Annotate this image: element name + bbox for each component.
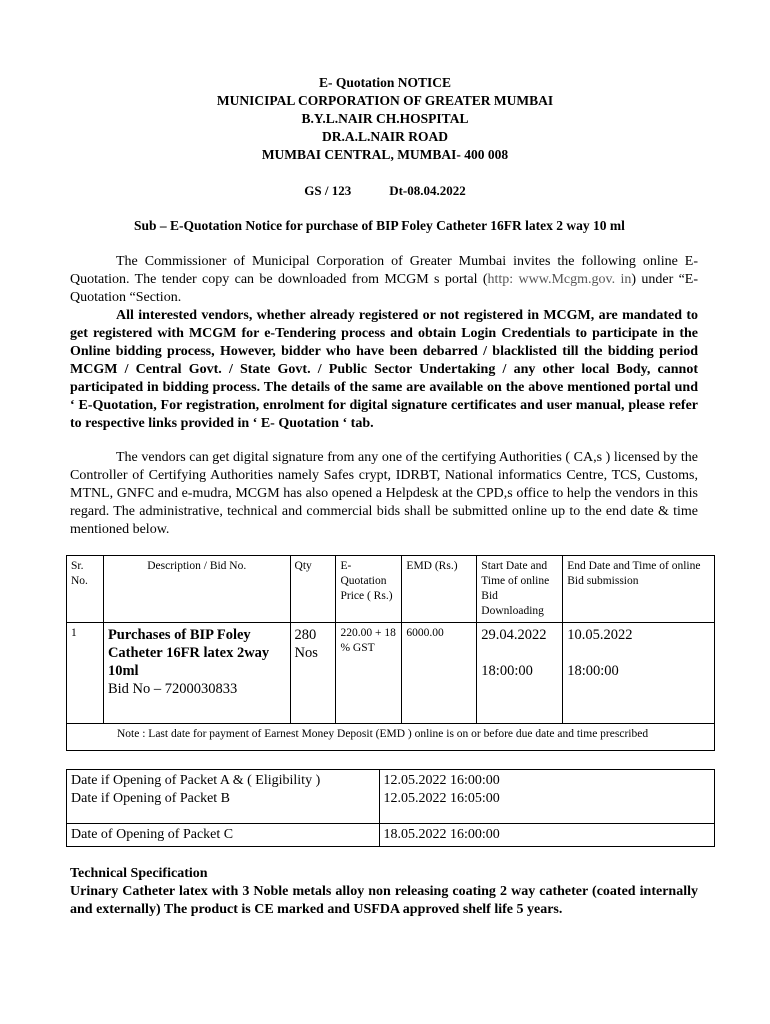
table-row [67,824,715,847]
packet-c-date: 18.05.2022 16:00:00 [379,824,714,847]
row-price: 220.00 + 18 % GST [336,623,402,724]
notice-title: E- Quotation NOTICE [318,75,452,90]
hospital-name: B.Y.L.NAIR CH.HOSPITAL [301,111,469,126]
bid-table [66,555,715,751]
table-row [67,623,715,724]
end-time: 18:00:00 [567,663,619,679]
subject-line: Sub – E-Quotation Notice for purchase of BIP Foley Catheter 16FR latex 2 way 10 ml [134,218,625,233]
row-emd: 6000.00 [402,623,477,724]
row-start [477,623,563,724]
packet-ab-dates: 12.05.2022 16:00:00 12.05.2022 16:05:00 [379,770,714,824]
start-header: Start Date and Time of online Bid Downloading [477,556,563,623]
notice-header [0,74,770,164]
note-row [67,724,715,751]
sr-header: Sr. No. [67,556,104,623]
digital-signature-paragraph: The vendors can get digital signature from any one of the certifying Authorities ( CA,s ) licensed by the Controller of Certifying Authorities namely Safes crypt, IDRBT, National informatics Centre, TCS, Customs, MTNL, GNFC and e-mudra, MCGM has also opened a Helpdesk at the CPD,s office to help the vendors in this regard. The administrative, technical and commercial bids shall be submitted online up to the end date & time mentioned below. [70,450,698,537]
end-date: 10.05.2022 [567,627,633,643]
description-header: Description / Bid No. [103,556,290,623]
price-header: E- Quotation Price ( Rs.) [336,556,402,623]
emd-note: Note : Last date for payment of Earnest Money Deposit (EMD ) online is on or before due date and time prescribed [67,724,715,751]
packet-ab-labels: Date if Opening of Packet A & ( Eligibility ) Date if Opening of Packet B [67,770,380,824]
opening-dates-table [66,769,715,847]
table-row [67,770,715,824]
qty-header: Qty [290,556,336,623]
city-address: MUMBAI CENTRAL, MUMBAI- 400 008 [261,147,509,162]
tech-spec-title: Technical Specification [70,866,208,881]
organization-name: MUNICIPAL CORPORATION OF GREATER MUMBAI [216,93,554,108]
technical-specification [70,865,698,919]
row-end [563,623,715,724]
start-date: 29.04.2022 [481,627,547,643]
registration-paragraph: All interested vendors, whether already registered or not registered in MCGM, are mandated to get registered with MCGM for e-Tendering process and obtain Login Credentials to participate in the Online bidding process, However, bidder who have been debarred / blacklisted till the bidding period MCGM / Central Govt. / State Govt. / Public Sector Undertaking / any other local Body, cannot participated in bidding process. The details of the same are available on the above mentioned portal und ‘ E-Quotation, For registration, enrolment for digital signature certificates and user manual, please refer to respective links provided in ‘ E- Quotation ‘ tab. [70,308,698,431]
reference-number: GS / 123 [304,183,352,198]
tech-spec-text: Urinary Catheter latex with 3 Noble metals alloy non releasing coating 2 way catheter (coated internally and externally) The product is CE marked and USFDA approved shelf life 5 years. [70,884,698,917]
packet-c-label: Date of Opening of Packet C [67,824,380,847]
portal-link[interactable]: http: www.Mcgm.gov. in [487,272,632,287]
row-qty: 280 Nos [290,623,336,724]
item-title: Purchases of BIP Foley Catheter 16FR latex 2way 10ml [107,627,270,679]
reference-line [0,183,770,199]
intro-paragraph: The Commissioner of Municipal Corporation of Greater Mumbai invites the following online E-Quotation. The tender copy can be downloaded from MCGM s portal (http: www.Mcgm.gov. in) under “E-Quotation “Section. [70,254,699,305]
emd-header: EMD (Rs.) [402,556,477,623]
reference-date: Dt-08.04.2022 [389,183,466,198]
end-header: End Date and Time of online Bid submission [563,556,715,623]
row-sr: 1 [67,623,104,724]
bid-number: Bid No – 7200030833 [107,681,238,697]
table-header-row [67,556,715,623]
road-name: DR.A.L.NAIR ROAD [321,129,448,144]
start-time: 18:00:00 [481,663,533,679]
row-description [103,623,290,724]
